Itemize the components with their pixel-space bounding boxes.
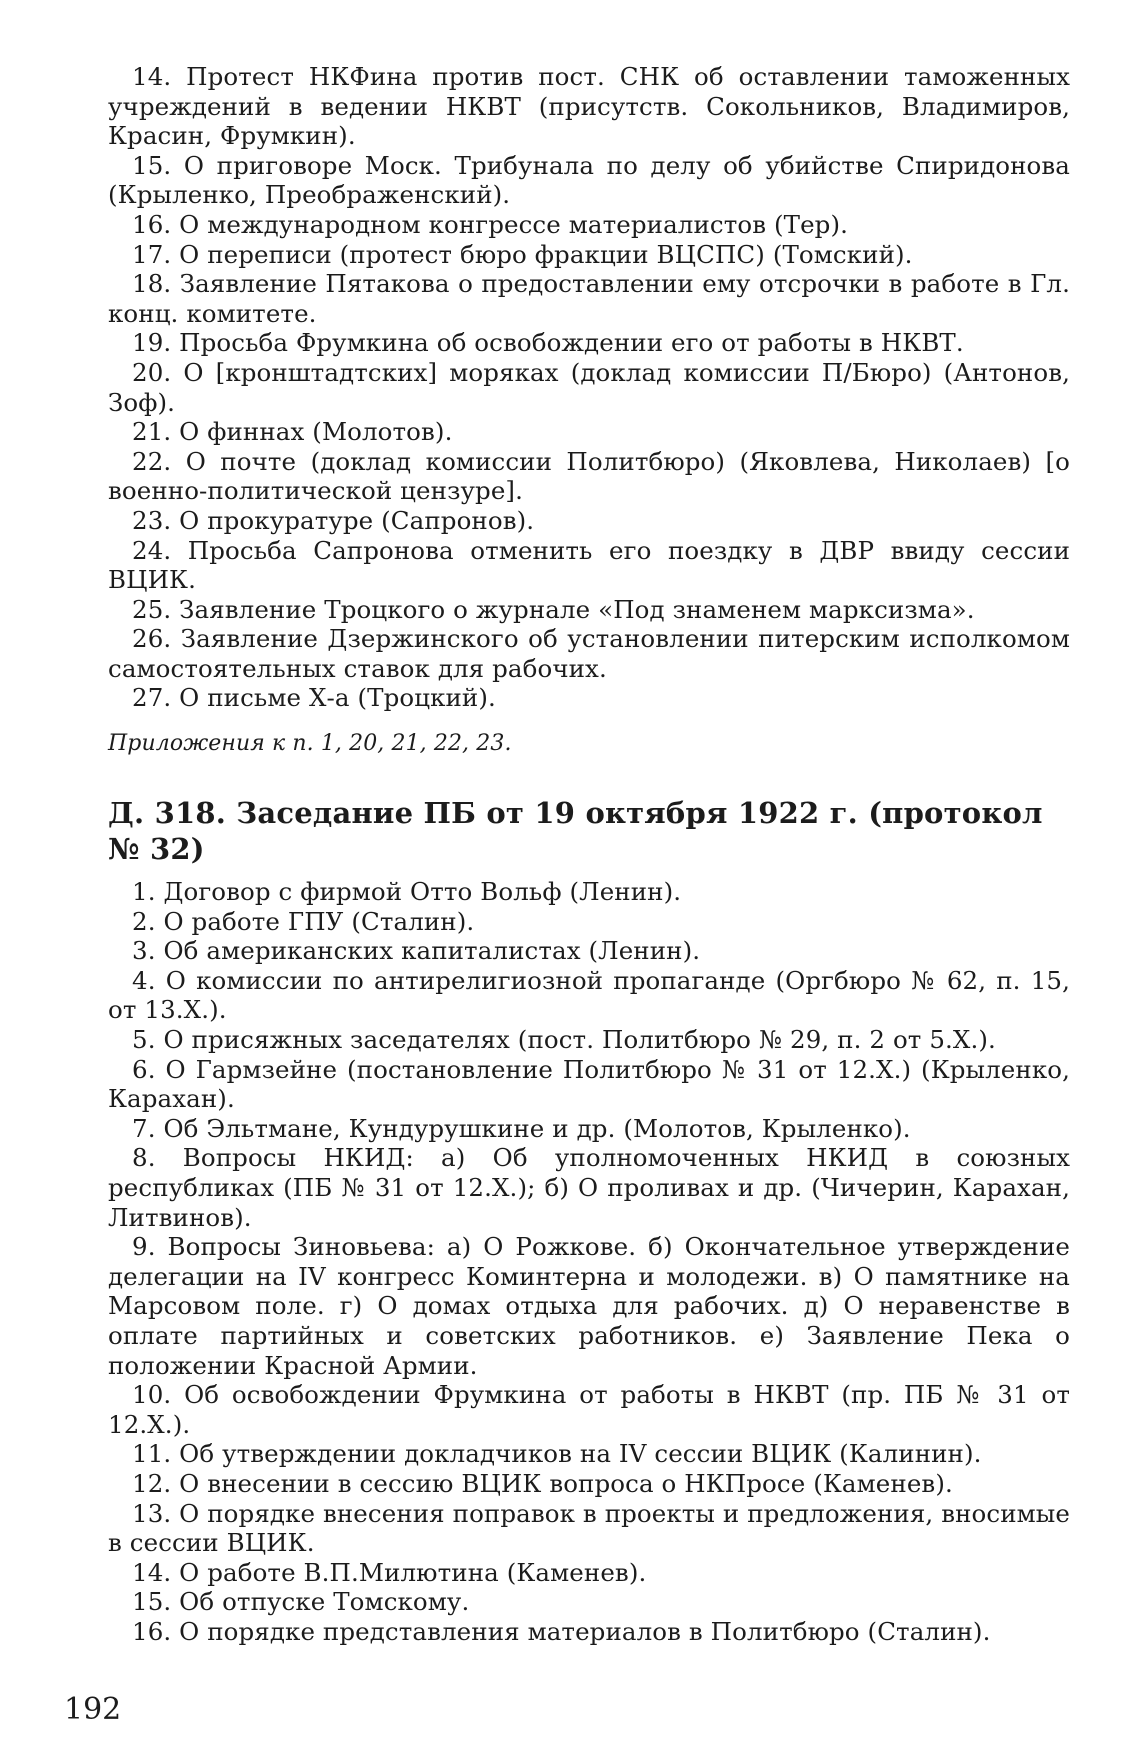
list-item: 17. О переписи (протест бюро фракции ВЦСПС) (Томский). xyxy=(132,239,913,269)
list-item: 10. Об освобождении Фрумкина от работы в НКВТ (пр. ПБ № 31 от 12.Х.). xyxy=(108,1380,1070,1439)
list-item: 16. О международном конгрессе материалистов (Тер). xyxy=(132,209,849,239)
list-item: 9. Вопросы Зиновьева: а) О Рожкове. б) Окончательное утверждение делегации на IV конгресс Коминтерна и молодежи. в) О памятнике на Марсовом поле. г) О домах отдыха для рабочих. д) О неравенстве в оплате партийных и советских работников. е) Заявление Пека о положении Красной Армии. xyxy=(108,1232,1070,1380)
list-item: 6. О Гармзейне (постановление Политбюро № 31 от 12.Х.) (Крыленко, Карахан). xyxy=(108,1054,1070,1114)
list-item: 1. Договор с фирмой Отто Вольф (Ленин). xyxy=(132,877,682,907)
list-item: 22. О почте (доклад комиссии Политбюро) (Яковлева, Николаев) [о военно-политической цензуре]. xyxy=(108,446,1070,506)
list-item: 2. О работе ГПУ (Сталин). xyxy=(132,906,475,936)
section-protocol-32 xyxy=(108,877,1070,1646)
list-item: 24. Просьба Сапронова отменить его поездку в ДВР ввиду сессии ВЦИК. xyxy=(108,535,1070,595)
list-item: 8. Вопросы НКИД: а) Об уполномоченных НКИД в союзных республиках (ПБ № 31 от 12.Х.); б) О проливах и др. (Чичерин, Карахан, Литвинов). xyxy=(108,1143,1070,1232)
list-item: 4. О комиссии по антирелигиозной пропаганде (Оргбюро № 62, п. 15, от 13.Х.). xyxy=(108,965,1070,1025)
page-body xyxy=(108,62,1070,1647)
list-item: 16. О порядке представления материалов в Политбюро (Сталин). xyxy=(132,1616,991,1646)
list-item: 23. О прокуратуре (Сапронов). xyxy=(132,505,535,535)
list-item: 13. О порядке внесения поправок в проекты и предложения, вносимые в сессии ВЦИК. xyxy=(108,1498,1070,1558)
list-item: 20. О [кронштадтских] моряках (доклад комиссии П/Бюро) (Антонов, Зоф). xyxy=(108,357,1070,417)
section-heading: Д. 318. Заседание ПБ от 19 октября 1922 г. (протокол № 32) xyxy=(108,796,1043,867)
list-item: 3. Об американских капиталистах (Ленин). xyxy=(132,936,701,966)
list-item: 26. Заявление Дзержинского об установлении питерским исполкомом самостоятельных ставок для рабочих. xyxy=(108,624,1070,683)
list-item: 18. Заявление Пятакова о предоставлении ему отсрочки в работе в Гл. конц. комитете. xyxy=(108,269,1070,328)
list-item: 5. О присяжных заседателях (пост. Политбюро № 29, п. 2 от 5.Х.). xyxy=(132,1025,996,1055)
section-previous-protocol xyxy=(108,62,1070,759)
list-item: 11. Об утверждении докладчиков на IV сессии ВЦИК (Калинин). xyxy=(132,1439,982,1469)
list-item: 12. О внесении в сессию ВЦИК вопроса о НКПросе (Каменев). xyxy=(132,1468,953,1498)
appendix-note: Приложения к п. 1, 20, 21, 22, 23. xyxy=(108,731,512,757)
page-number: 192 xyxy=(64,1692,122,1727)
list-item: 7. Об Эльтмане, Кундурушкине и др. (Молотов, Крыленко). xyxy=(132,1113,911,1143)
list-item: 14. Протест НКФина против пост. СНК об оставлении таможенных учреждений в ведении НКВТ (присутств. Сокольников, Владимиров, Красин, Фрумкин). xyxy=(108,62,1070,151)
list-item: 21. О финнах (Молотов). xyxy=(132,417,453,447)
list-item: 27. О письме Х-а (Троцкий). xyxy=(132,683,496,713)
list-item: 15. Об отпуске Томскому. xyxy=(132,1587,470,1617)
list-item: 25. Заявление Троцкого о журнале «Под знаменем марксизма». xyxy=(132,594,975,624)
list-item: 19. Просьба Фрумкина об освобождении его от работы в НКВТ. xyxy=(132,328,964,358)
list-item: 14. О работе В.П.Милютина (Каменев). xyxy=(132,1557,647,1587)
list-item: 15. О приговоре Моск. Трибунала по делу об убийстве Спиридонова (Крыленко, Преображенский). xyxy=(108,150,1070,210)
